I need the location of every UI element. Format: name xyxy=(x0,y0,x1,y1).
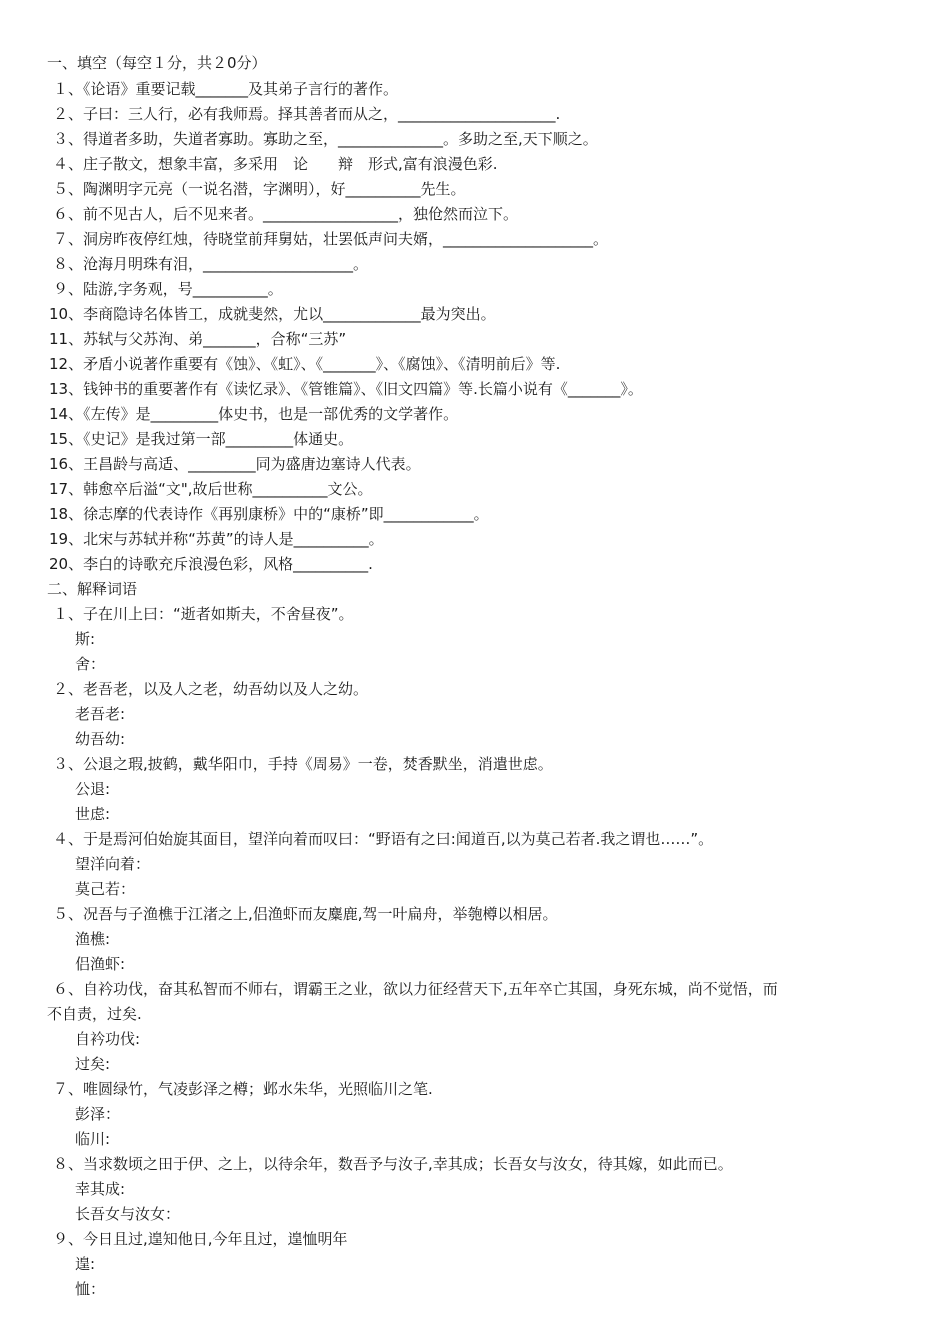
explain-term-9a: 遑: xyxy=(75,1255,96,1273)
explain-question-9: ９、今日且过,遑知他日,今年且过，遑恤明年 xyxy=(53,1230,348,1248)
blank-question-4: ４、庄子散文，想象丰富，多采用 论 辩 形式,富有浪漫色彩. xyxy=(53,155,498,173)
blank-question-17: 17、韩愈卒后溢“文",故后世称__________文公。 xyxy=(49,480,373,498)
blank-question-11: 11、苏轼与父苏洵、弟_______，合称“三苏” xyxy=(49,330,347,348)
explain-term-3b: 世虑: xyxy=(75,805,111,823)
blank-question-14: 14、《左传》是_________体史书，也是一部优秀的文学著作。 xyxy=(49,405,459,423)
explain-question-5: ５、况吾与子渔樵于江渚之上,侣渔虾而友麋鹿,驾一叶扁舟，举匏樽以相居。 xyxy=(53,905,558,923)
explain-term-2a: 老吾老: xyxy=(75,705,126,723)
explain-term-2b: 幼吾幼: xyxy=(75,730,126,748)
explain-question-2: ２、老吾老，以及人之老，幼吾幼以及人之幼。 xyxy=(53,680,369,698)
blank-question-8: ８、沧海月明珠有泪，____________________。 xyxy=(53,255,369,273)
explain-term-1a: 斯: xyxy=(75,630,96,648)
blank-question-15: 15、《史记》是我过第一部_________体通史。 xyxy=(49,430,354,448)
blank-question-12: 12、矛盾小说著作重要有《蚀》、《虹》、《_______》、《腐蚀》、《清明前后》等. xyxy=(49,355,561,373)
explain-term-6b: 过矣: xyxy=(75,1055,111,1073)
blank-question-10: 10、李商隐诗名体皆工，成就斐然，尤以_____________最为突出。 xyxy=(49,305,496,323)
blank-question-7: ７、洞房昨夜停红烛，待晓堂前拜舅姑，壮罢低声问夫婿，____________________。 xyxy=(53,230,609,248)
explain-question-1: １、子在川上曰：“逝者如斯夫，不舍昼夜”。 xyxy=(53,605,354,623)
explain-term-1b: 舍： xyxy=(75,655,106,673)
explain-term-6a: 自衿功伐: xyxy=(75,1030,141,1048)
explain-term-7a: 彭泽： xyxy=(75,1105,121,1123)
blank-question-6: ６、前不见古人，后不见来者。__________________，独伧然而泣下。 xyxy=(53,205,519,223)
blank-question-9: ９、陆游,字务观，号__________。 xyxy=(53,280,283,298)
blank-question-5: ５、陶渊明字元亮（一说名潜，字渊明），好__________先生。 xyxy=(53,180,466,198)
blank-question-2: ２、子曰：三人行，必有我师焉。择其善者而从之，_____________________. xyxy=(53,105,561,123)
blank-question-16: 16、王昌龄与高适、_________同为盛唐边塞诗人代表。 xyxy=(49,455,421,473)
blank-question-19: 19、北宋与苏轼并称“苏黄”的诗人是__________。 xyxy=(49,530,384,548)
explain-term-5a: 渔樵: xyxy=(75,930,111,948)
explain-question-6: ６、自衿功伐，奋其私智而不师右，谓霸王之业，欲以力征经营天下,五年卒亡其国，身死东城，尚不觉悟，而 xyxy=(53,980,778,998)
explain-question-8: ８、当求数顷之田于伊、之上，以待余年，数吾予与汝子,幸其成；长吾女与汝女，待其嫁，如此而已。 xyxy=(53,1155,733,1173)
explain-term-9b: 恤： xyxy=(75,1280,106,1298)
explain-question-6-continued: 不自责，过矣. xyxy=(47,1005,142,1023)
explain-question-7: ７、唯圆绿竹，气凌彭泽之樽；邺水朱华，光照临川之笔. xyxy=(53,1080,433,1098)
blank-question-20: 20、李白的诗歌充斥浪漫色彩，风格__________. xyxy=(49,555,373,573)
explain-term-8b: 长吾女与汝女： xyxy=(75,1205,181,1223)
blank-question-1: １、《论语》重要记载_______及其弟子言行的著作。 xyxy=(53,80,399,98)
section-title-explain-words: 二、解释词语 xyxy=(47,580,138,598)
explain-term-5b: 侣渔虾: xyxy=(75,955,126,973)
blank-question-18: 18、徐志摩的代表诗作《再别康桥》中的“康桥”即____________。 xyxy=(49,505,489,523)
explain-term-8a: 幸其成: xyxy=(75,1180,126,1198)
explain-term-4b: 莫己若： xyxy=(75,880,136,898)
explain-term-3a: 公退: xyxy=(75,780,111,798)
explain-question-4: ４、于是焉河伯始旋其面目，望洋向着而叹曰：“野语有之曰:闻道百,以为莫己若者.我之谓也……”。 xyxy=(53,830,714,848)
explain-term-7b: 临川: xyxy=(75,1130,111,1148)
explain-question-3: ３、公退之瑕,披鹤，戴华阳巾，手持《周易》一卷，焚香默坐，消遣世虑。 xyxy=(53,755,553,773)
explain-term-4a: 望洋向着： xyxy=(75,855,151,873)
section-title-fill-blank: 一、填空（每空１分，共２0分） xyxy=(47,54,267,72)
blank-question-13: 13、钱钟书的重要著作有《读忆录》、《管锥篇》、《旧文四篇》等.长篇小说有《_______》。 xyxy=(49,380,643,398)
blank-question-3: ３、得道者多助，失道者寡助。寡助之至，______________。多助之至,天下顺之。 xyxy=(53,130,598,148)
